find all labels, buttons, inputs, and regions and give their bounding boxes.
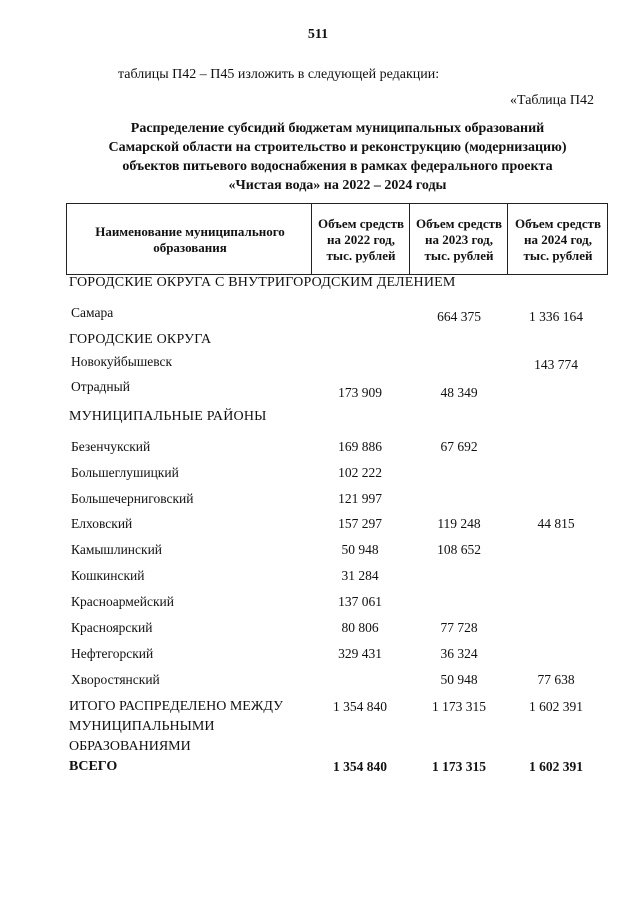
document-title <box>60 119 615 195</box>
distributed-label-line-3: ОБРАЗОВАНИЯМИ <box>69 739 191 754</box>
title-line-1: Распределение субсидий бюджетам муниципальных образований <box>130 121 545 136</box>
value-2023: 119 248 <box>437 516 481 531</box>
table-reference: «Таблица П42 <box>510 93 594 108</box>
column-divider <box>311 204 312 274</box>
distributed-label-line-1: ИТОГО РАСПРЕДЕЛЕНО МЕЖДУ <box>69 699 283 714</box>
value-2024: 143 774 <box>534 357 578 372</box>
grand-total-label: ВСЕГО <box>69 759 118 774</box>
value-2023: 77 728 <box>440 620 478 635</box>
value-2023: 48 349 <box>440 385 478 400</box>
section-urban-districts: ГОРОДСКИЕ ОКРУГА <box>69 332 212 347</box>
row-name-kamyshlinsky: Камышлинский <box>71 542 163 557</box>
row-name-bezenchuksky: Безенчукский <box>71 439 151 454</box>
value-2023: 67 692 <box>440 439 478 454</box>
page-number: 511 <box>307 27 329 42</box>
header-2023: Объем средств на 2023 год, тыс. рублей <box>415 216 503 263</box>
row-name-elkhovsky: Елховский <box>71 516 133 531</box>
title-line-3: объектов питьевого водоснабжения в рамках федерального проекта <box>122 159 553 174</box>
header-name: Наименование муниципального образования <box>95 224 285 255</box>
row-name-bolshechernigovsky: Большечерниговский <box>71 491 194 506</box>
value-2024: 1 336 164 <box>529 309 583 324</box>
row-name-krasnoarmeysky: Красноармейский <box>71 594 175 609</box>
value-2023: 36 324 <box>440 646 478 661</box>
row-name-bolsheglushitsky: Большеглушицкий <box>71 465 179 480</box>
grand-total-2023: 1 173 315 <box>432 759 486 774</box>
header-2024: Объем средств на 2024 год, тыс. рублей <box>514 216 602 263</box>
value-2022: 121 997 <box>338 491 382 506</box>
title-line-4: «Чистая вода» на 2022 – 2024 годы <box>228 178 447 193</box>
distributed-2022: 1 354 840 <box>333 699 387 714</box>
row-name-krasnoyarsky: Красноярский <box>71 620 153 635</box>
distributed-2024: 1 602 391 <box>529 699 583 714</box>
value-2023: 108 652 <box>437 542 481 557</box>
value-2022: 102 222 <box>338 465 382 480</box>
value-2024: 44 815 <box>537 516 575 531</box>
value-2022: 157 297 <box>338 516 382 531</box>
column-divider <box>409 204 410 274</box>
value-2022: 169 886 <box>338 439 382 454</box>
value-2022: 329 431 <box>338 646 382 661</box>
value-2022: 173 909 <box>338 385 382 400</box>
value-2022: 50 948 <box>341 542 379 557</box>
value-2022: 80 806 <box>341 620 379 635</box>
intro-text: таблицы П42 – П45 изложить в следующей редакции: <box>118 67 440 82</box>
section-municipal-districts: МУНИЦИПАЛЬНЫЕ РАЙОНЫ <box>69 409 267 424</box>
value-2022: 137 061 <box>338 594 382 609</box>
value-2023: 664 375 <box>437 309 481 324</box>
value-2024: 77 638 <box>537 672 575 687</box>
row-name-koshkinsky: Кошкинский <box>71 568 145 583</box>
row-name-neftegorsky: Нефтегорский <box>71 646 154 661</box>
grand-total-2024: 1 602 391 <box>529 759 583 774</box>
distributed-total-label <box>69 697 283 757</box>
row-name-samara: Самара <box>71 305 114 320</box>
header-2022: Объем средств на 2022 год, тыс. рублей <box>317 216 405 263</box>
distributed-2023: 1 173 315 <box>432 699 486 714</box>
row-name-khvorostyansky: Хворостянский <box>71 672 160 687</box>
grand-total-2022: 1 354 840 <box>333 759 387 774</box>
table-header <box>66 203 608 275</box>
value-2022: 31 284 <box>341 568 379 583</box>
distributed-label-line-2: МУНИЦИПАЛЬНЫМИ <box>69 719 215 734</box>
title-line-2: Самарской области на строительство и реконструкцию (модернизацию) <box>108 140 567 155</box>
row-name-otradny: Отрадный <box>71 379 130 394</box>
row-name-novokuibyshevsk: Новокуйбышевск <box>71 354 173 369</box>
section-urban-districts-inner: ГОРОДСКИЕ ОКРУГА С ВНУТРИГОРОДСКИМ ДЕЛЕНИЕМ <box>69 275 456 290</box>
value-2023: 50 948 <box>440 672 478 687</box>
column-divider <box>507 204 508 274</box>
